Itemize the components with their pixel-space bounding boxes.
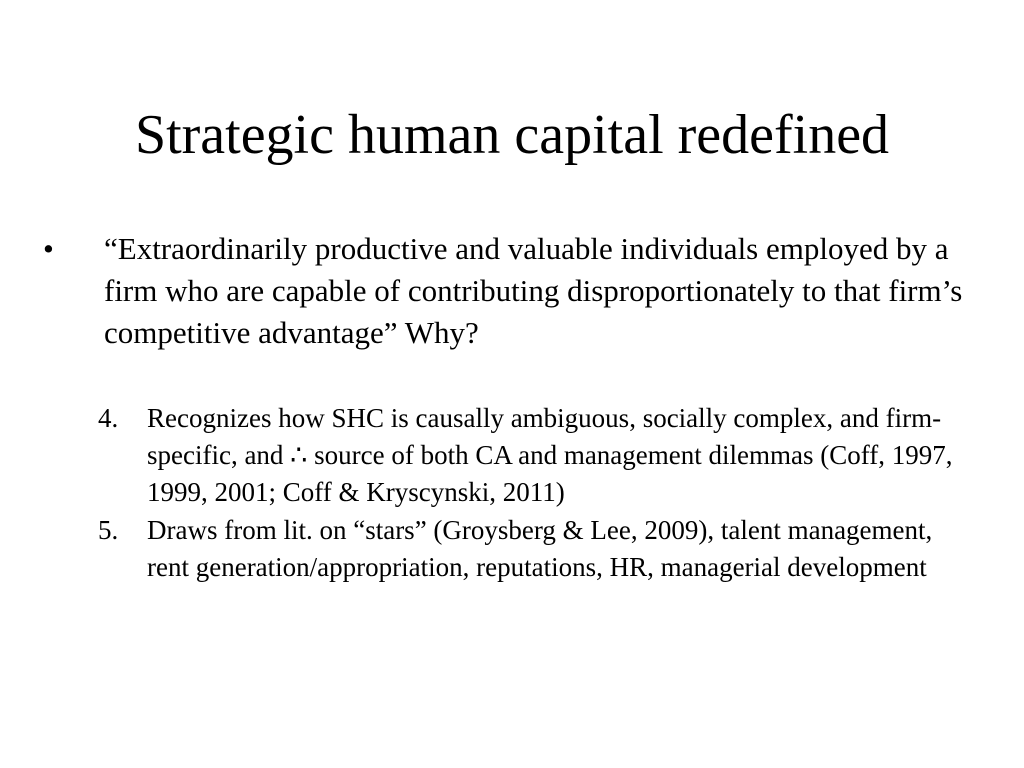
list-item-text: Draws from lit. on “stars” (Groysberg & Lee, 2009), talent management, rent generation/appropriation, reputations, HR, managerial development [147, 515, 933, 582]
list-number: 4. [98, 403, 119, 433]
bullet-text: “Extraordinarily productive and valuable individuals employed by a firm who are capable of contributing disproportionately to that firm’s competitive advantage” Why? [104, 231, 963, 350]
slide-title: Strategic human capital redefined [134, 104, 890, 166]
list-item [98, 400, 978, 511]
main-bullet [43, 228, 963, 354]
bullet-marker: • [43, 231, 54, 266]
list-item [98, 512, 978, 586]
bullet-item [43, 228, 963, 354]
list-item-text: Recognizes how SHC is causally ambiguous, socially complex, and firm-specific, and ∴ source of both CA and management dilemmas (Coff, 1997, 1999, 2001; Coff & Kryscynski, 2011) [147, 403, 953, 507]
list-number: 5. [98, 515, 119, 545]
numbered-sub-list [98, 400, 978, 587]
